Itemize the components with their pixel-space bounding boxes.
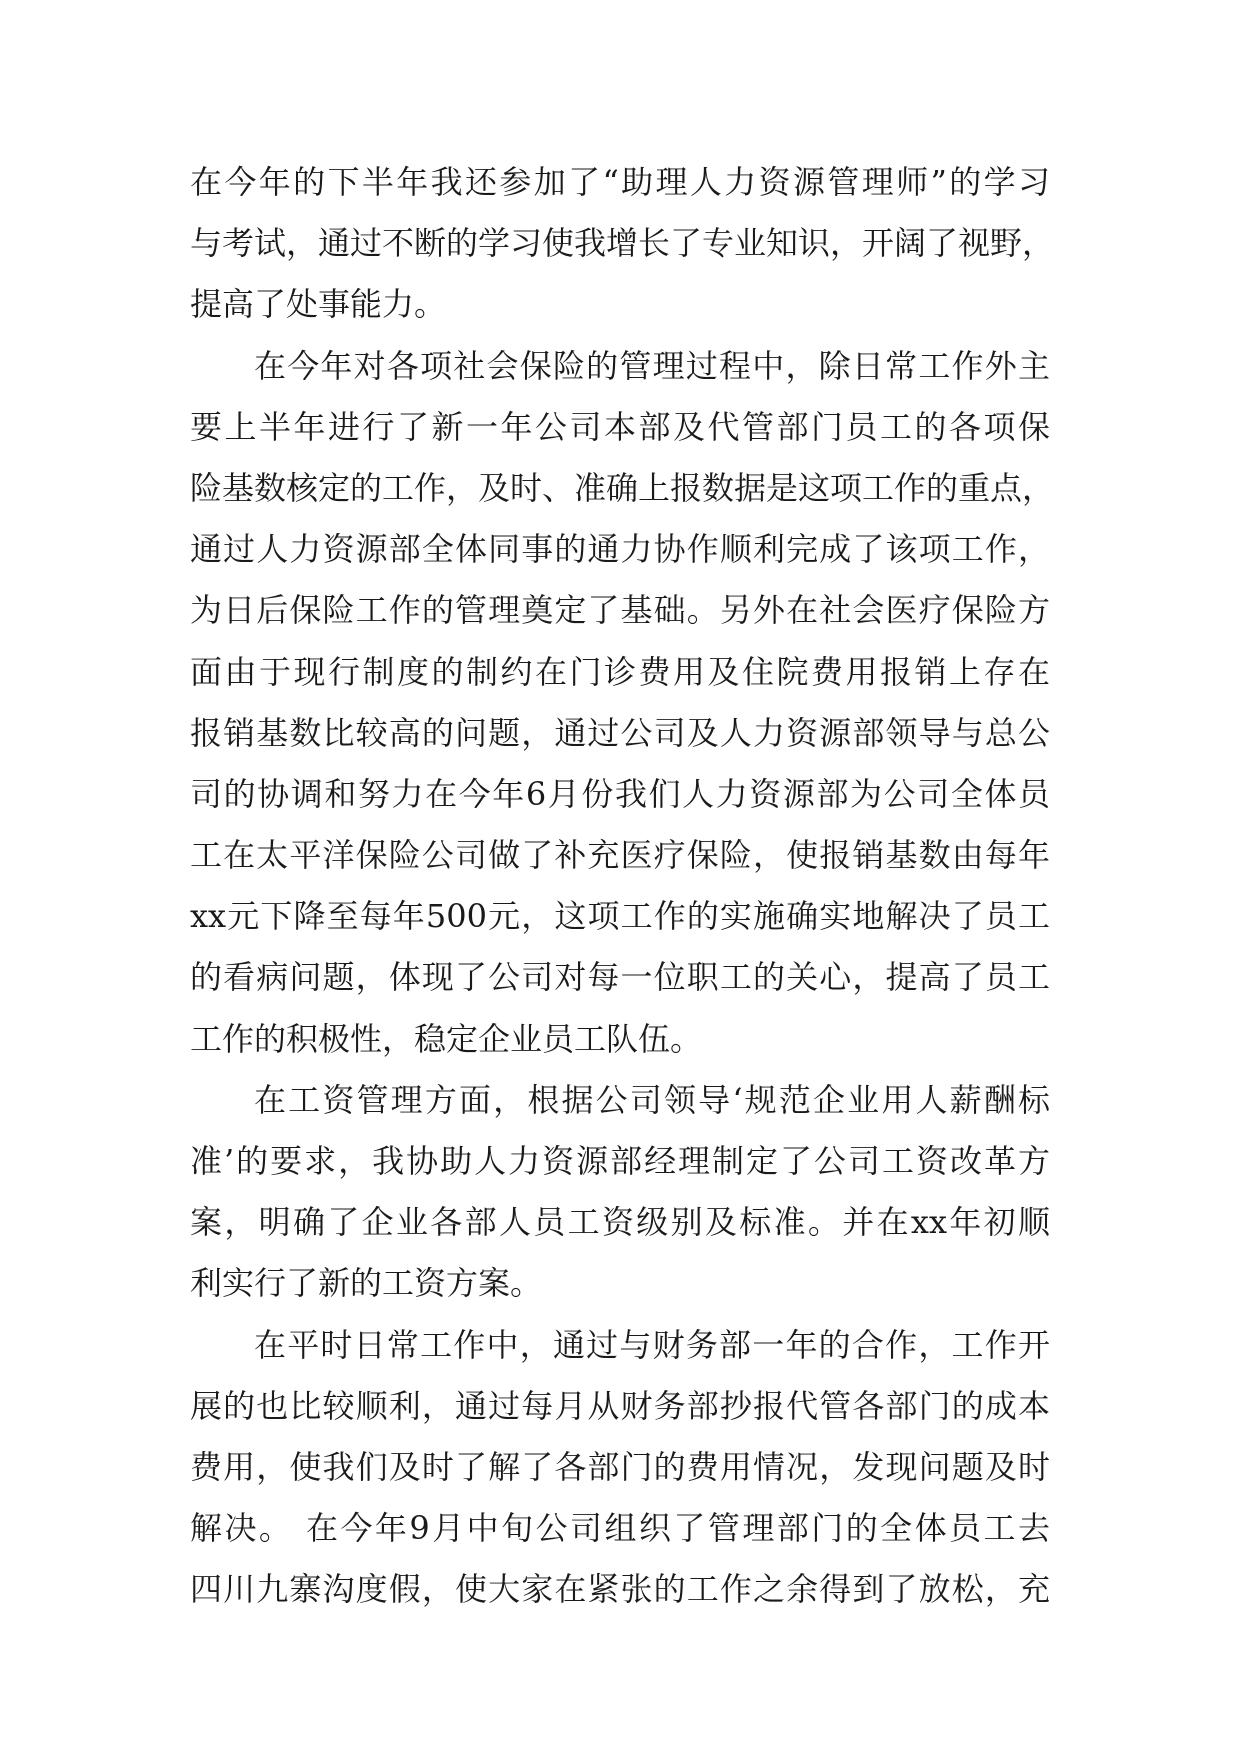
text-line: 的看病问题，体现了公司对每一位职工的关心，提高了员工	[190, 958, 1050, 997]
text-line: 工在太平洋保险公司做了补充医疗保险，使报销基数由每年	[190, 836, 1050, 875]
body-text	[190, 152, 1055, 1621]
text-line: 在今年对各项社会保险的管理过程中，除日常工作外主	[254, 346, 1050, 385]
text-line: 与考试，通过不断的学习使我增长了专业知识，开阔了视野，	[190, 224, 1055, 263]
text-line: 在今年的下半年我还参加了“助理人力资源管理师”的学习	[190, 163, 1050, 201]
text-line: 在工资管理方面，根据公司领导‘规范企业用人薪酬标	[254, 1080, 1050, 1119]
text-line: 利实行了新的工资方案。	[190, 1264, 543, 1303]
text-line: 司的协调和努力在今年6月份我们人力资源部为公司全体员	[190, 774, 1050, 813]
text-line: 在平时日常工作中，通过与财务部一年的合作，工作开	[254, 1325, 1050, 1364]
text-line: 案，明确了企业各部人员工资级别及标准。并在xx年初顺	[190, 1203, 1050, 1242]
text-line: 要上半年进行了新一年公司本部及代管部门员工的各项保	[190, 407, 1050, 446]
text-line: 解决。 在今年9月中旬公司组织了管理部门的全体员工去	[190, 1509, 1050, 1548]
text-line: xx元下降至每年500元，这项工作的实施确实地解决了员工	[190, 897, 1050, 936]
text-line: 提高了处事能力。	[190, 285, 447, 324]
text-line: 报销基数比较高的问题，通过公司及人力资源部领导与总公	[190, 713, 1050, 752]
text-line: 四川九寨沟度假，使大家在紧张的工作之余得到了放松，充	[190, 1570, 1050, 1609]
text-line: 面由于现行制度的制约在门诊费用及住院费用报销上存在	[190, 652, 1050, 691]
text-line: 工作的积极性，稳定企业员工队伍。	[190, 1019, 703, 1058]
text-line: 险基数核定的工作，及时、准确上报数据是这项工作的重点，	[190, 468, 1055, 507]
text-line: 费用，使我们及时了解了各部门的费用情况，发现问题及时	[190, 1447, 1050, 1486]
text-line: 展的也比较顺利，通过每月从财务部抄报代管各部门的成本	[190, 1386, 1050, 1425]
text-line: 通过人力资源部全体同事的通力协作顺利完成了该项工作，	[190, 530, 1050, 569]
text-line: 准’的要求，我协助人力资源部经理制定了公司工资改革方	[190, 1142, 1050, 1180]
text-line: 为日后保险工作的管理奠定了基础。另外在社会医疗保险方	[190, 591, 1050, 630]
